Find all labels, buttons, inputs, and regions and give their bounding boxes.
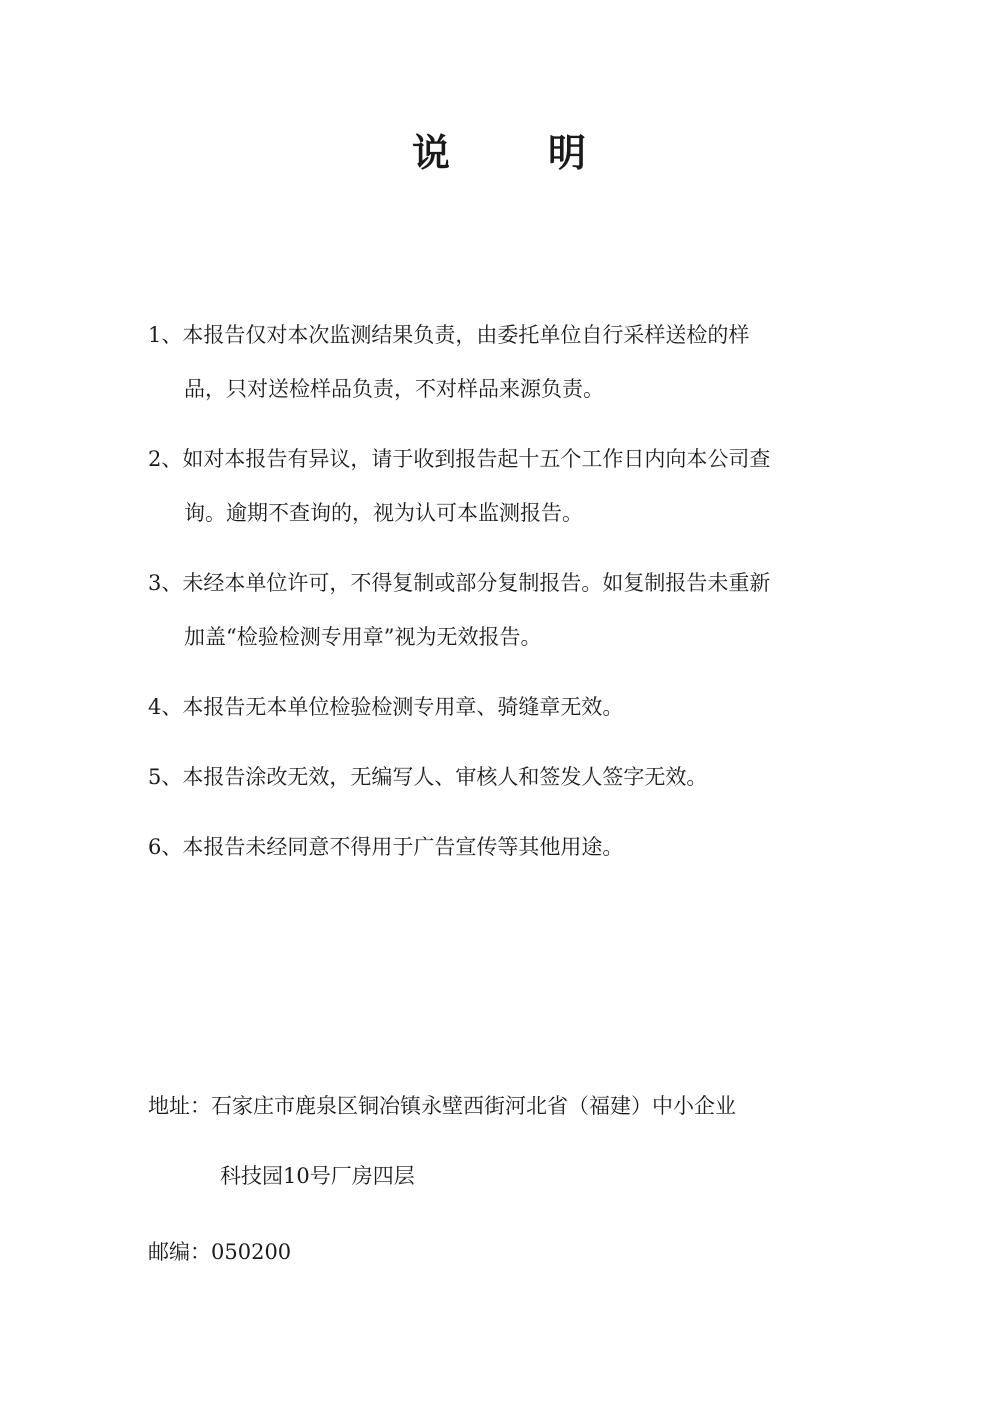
notice-item-line: 3、未经本单位许可，不得复制或部分复制报告。如复制报告未重新 xyxy=(148,571,771,595)
notice-list xyxy=(148,308,858,890)
address-line-continuation: 科技园10号厂房四层 xyxy=(220,1164,415,1188)
notice-item-continuation: 品，只对送检样品负责，不对样品来源负责。 xyxy=(184,377,604,401)
notice-item-line: 4、本报告无本单位检验检测专用章、骑缝章无效。 xyxy=(148,695,624,719)
title-char-1: 说 xyxy=(411,130,452,175)
notice-item-4 xyxy=(148,680,858,734)
notice-item-6 xyxy=(148,820,858,874)
contact-block xyxy=(148,1088,868,1270)
notice-item-line: 2、如对本报告有异议，请于收到报告起十五个工作日内向本公司查 xyxy=(148,447,771,471)
notice-item-3 xyxy=(148,556,858,664)
notice-item-line: 1、本报告仅对本次监测结果负责，由委托单位自行采样送检的样 xyxy=(148,323,750,347)
address-line: 地址：石家庄市鹿泉区铜冶镇永壁西街河北省（福建）中小企业 xyxy=(148,1094,736,1118)
page-title xyxy=(0,122,1000,177)
notice-item-continuation: 加盖“检验检测专用章”视为无效报告。 xyxy=(184,625,542,649)
notice-item-2 xyxy=(148,432,858,540)
notice-item-5 xyxy=(148,750,858,804)
title-char-2: 明 xyxy=(548,130,589,175)
postcode: 邮编：050200 xyxy=(148,1240,292,1264)
notice-item-line: 6、本报告未经同意不得用于广告宣传等其他用途。 xyxy=(148,835,624,859)
notice-item-continuation: 询。逾期不查询的，视为认可本监测报告。 xyxy=(184,501,583,525)
notice-item-1 xyxy=(148,308,858,416)
notice-item-line: 5、本报告涂改无效，无编写人、审核人和签发人签字无效。 xyxy=(148,765,708,789)
